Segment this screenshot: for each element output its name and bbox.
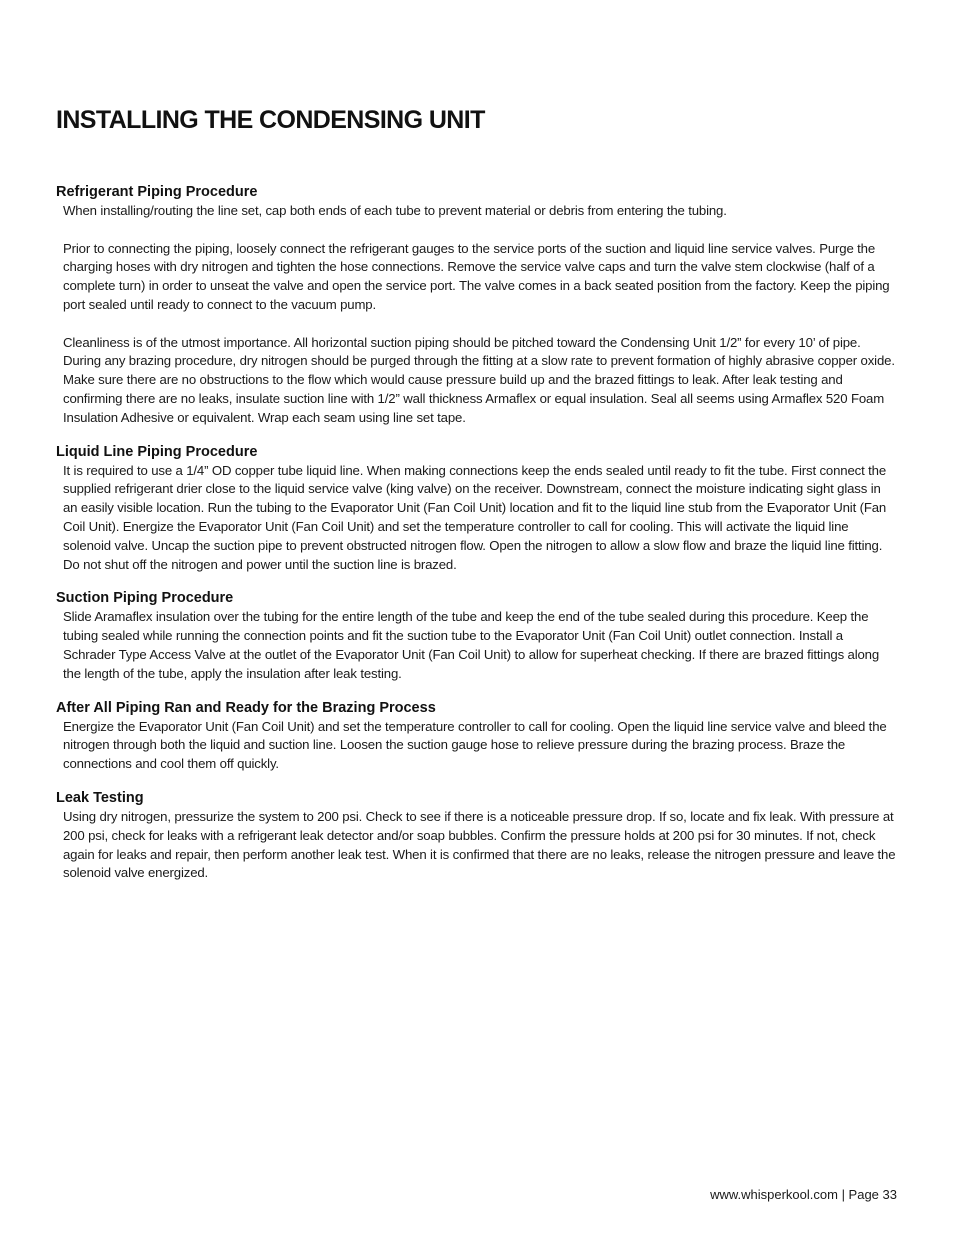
- section-leak-testing: [56, 789, 896, 883]
- section-refrigerant-piping: [56, 183, 896, 428]
- section-heading: Refrigerant Piping Procedure: [56, 184, 258, 200]
- section-brazing-process: [56, 699, 896, 774]
- paragraph: It is required to use a 1/4” OD copper tube liquid line. When making connections keep the ends sealed until ready to fit the tube. First connect the supplied refrigerant drier close to the liquid service valve (king valve) on the receiver. Downstream, connect the moisture indicating sight glass in an easily visible location. Run the tubing to the Evaporator Unit (Fan Coil Unit) location and fit to the liquid line stub from the Evaporator Unit (Fan Coil Unit). Energize the Evaporator Unit (Fan Coil Unit) and set the temperature controller to call for cooling. This will activate the liquid line solenoid valve. Uncap the suction pipe to prevent obstructed nitrogen flow. Open the nitrogen to allow a slow flow and braze the liquid line fitting. Do not shut off the nitrogen and power until the suction line is brazed.: [63, 462, 887, 572]
- paragraph: Prior to connecting the piping, loosely connect the refrigerant gauges to the service ports of the suction and liquid line service valves. Purge the charging hoses with dry nitrogen and tighten the hose connections. Remove the service valve caps and turn the valve stem clockwise (half of a complete turn) in order to unseat the valve and open the service port. The valve comes in a back seated position from the factory. Keep the piping port sealed until ready to connect to the vacuum pump.: [63, 240, 890, 312]
- page-footer: www.whisperkool.com | Page 33: [710, 1187, 897, 1202]
- section-liquid-line-piping: [56, 443, 896, 575]
- section-heading: Suction Piping Procedure: [56, 590, 234, 607]
- paragraph: Cleanliness is of the utmost importance. All horizontal suction piping should be pitched toward the Condensing Unit 1/2” for every 10’ of pipe. During any brazing procedure, dry nitrogen should be purged through the fitting at a slow rate to prevent formation of highly abrasive copper oxide. Make sure there are no obstructions to the flow which would cause pressure build up and the brazed fittings to leak. After leak testing and confirming there are no leaks, insulate suction line with 1/2” wall thickness Armaflex or equal insulation. Seal all seems using Armaflex 520 Foam Insulation Adhesive or equivalent. Wrap each seam using line set tape.: [63, 334, 895, 425]
- paragraph: When installing/routing the line set, cap both ends of each tube to prevent material or debris from entering the tubing.: [63, 203, 727, 218]
- page-title: INSTALLING THE CONDENSING UNIT: [56, 106, 485, 134]
- section-heading: Leak Testing: [56, 789, 144, 806]
- section-heading: Liquid Line Piping Procedure: [56, 443, 258, 460]
- section-suction-piping: [56, 589, 896, 683]
- paragraph: Using dry nitrogen, pressurize the system to 200 psi. Check to see if there is a noticeable pressure drop. If so, locate and fix leak. With pressure at 200 psi, check for leaks with a refrigerant leak detector and/or soap bubbles. Confirm the pressure holds at 200 psi for 30 minutes. If not, check again for leaks and repair, then perform another leak test. When it is confirmed that there are no leaks, release the nitrogen pressure and leave the solenoid valve energized.: [63, 808, 896, 881]
- paragraph: Slide Aramaflex insulation over the tubing for the entire length of the tube and keep the end of the tube sealed during this procedure. Keep the tubing sealed while running the connection points and fit the suction tube to the Evaporator Unit (Fan Coil Unit) outlet connection. Install a Schrader Type Access Valve at the outlet of the Evaporator Unit (Fan Coil Unit) to allow for superheat checking. If there are brazed fittings along the length of the tube, apply the insulation after leak testing.: [63, 609, 880, 681]
- section-heading: After All Piping Ran and Ready for the Brazing Process: [56, 699, 436, 716]
- page-content: [56, 183, 896, 898]
- paragraph: Energize the Evaporator Unit (Fan Coil Unit) and set the temperature controller to call for cooling. Open the liquid line service valve and bleed the nitrogen through both the liquid and suction line. Loosen the suction gauge hose to relieve pressure during the brazing process. Braze the connections and cool them off quickly.: [63, 718, 887, 772]
